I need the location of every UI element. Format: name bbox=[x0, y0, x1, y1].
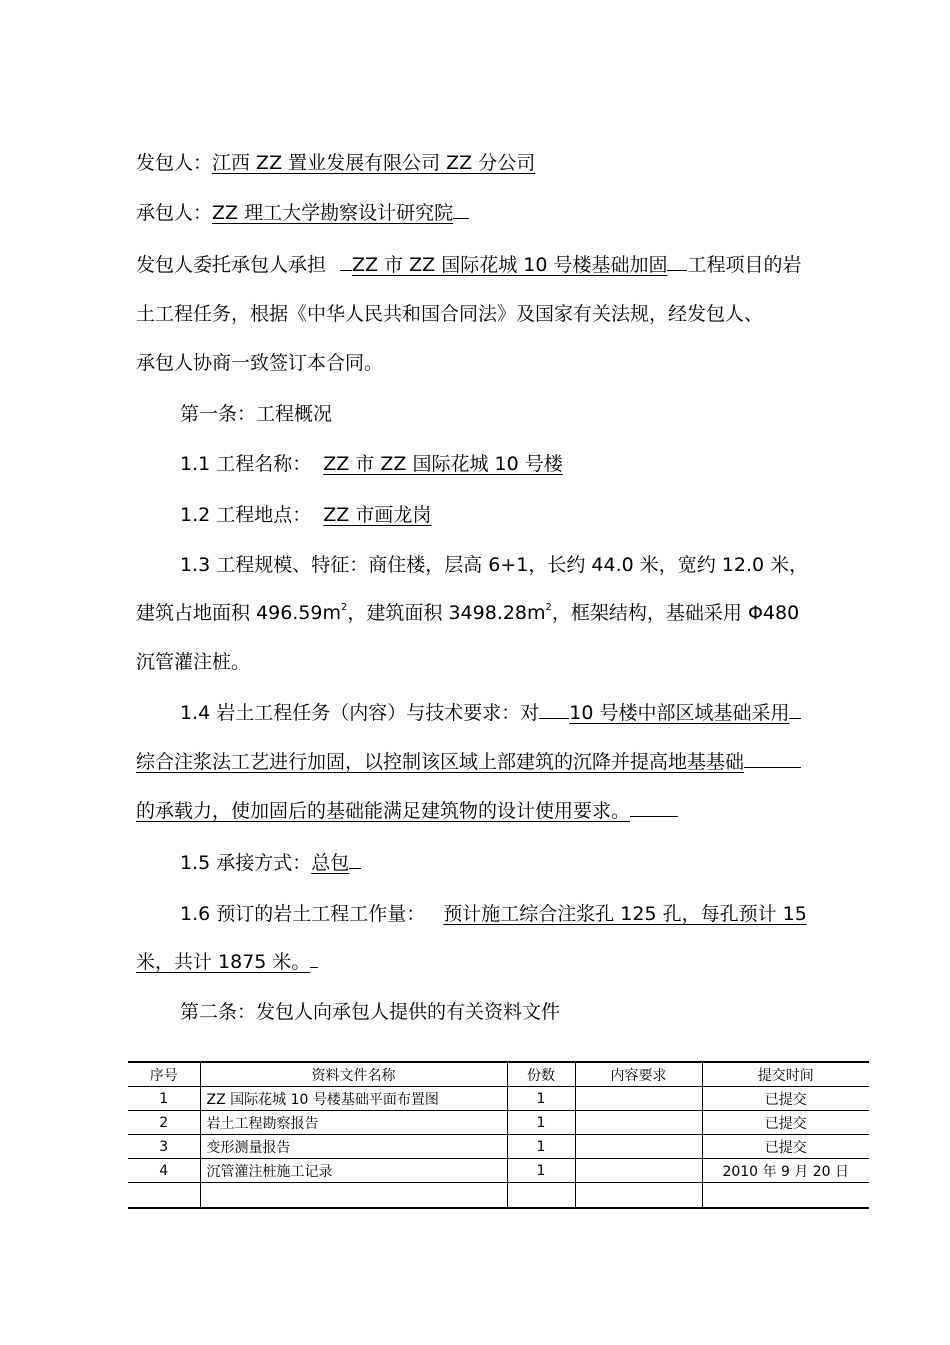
underline-fill bbox=[310, 966, 318, 968]
client-line bbox=[136, 150, 535, 176]
cell-content-req bbox=[575, 1111, 702, 1135]
cell-content-req bbox=[575, 1159, 702, 1183]
item-1-6-line-2 bbox=[136, 949, 318, 975]
item-1-1 bbox=[180, 451, 563, 477]
contractor-line bbox=[136, 200, 469, 226]
cell-index: 3 bbox=[128, 1135, 200, 1159]
table-row bbox=[128, 1087, 869, 1111]
cell-submit-time: 已提交 bbox=[702, 1111, 869, 1135]
item-1-6-label: 1.6 预订的岩土工程工作量： bbox=[180, 903, 426, 925]
cell-copies: 1 bbox=[507, 1135, 575, 1159]
cell-index: 4 bbox=[128, 1159, 200, 1183]
header-content-req: 内容要求 bbox=[575, 1062, 702, 1087]
cell-submit-time: 已提交 bbox=[702, 1087, 869, 1111]
item-1-3-line-3: 沉管灌注桩。 bbox=[136, 651, 251, 673]
building-area-text: ，建筑面积 3498.28m bbox=[347, 602, 546, 624]
cell-copies bbox=[507, 1183, 575, 1209]
item-1-3-line-2 bbox=[136, 600, 799, 626]
cell-submit-time bbox=[702, 1183, 869, 1209]
item-1-4-value-1: 10 号楼中部区域基础采用 bbox=[569, 702, 790, 724]
underline-fill bbox=[349, 867, 361, 869]
item-1-1-label: 1.1 工程名称： bbox=[180, 453, 312, 475]
item-1-2 bbox=[180, 502, 431, 528]
underline-fill bbox=[340, 269, 352, 271]
intro-text-b: 工程项目的岩 bbox=[687, 254, 802, 276]
item-1-2-value: ZZ 市画龙岗 bbox=[323, 504, 432, 526]
table-row-empty bbox=[128, 1183, 869, 1209]
cell-content-req bbox=[575, 1183, 702, 1209]
item-1-4-line-3 bbox=[136, 798, 678, 824]
cell-copies: 1 bbox=[507, 1159, 575, 1183]
underline-fill bbox=[630, 815, 678, 817]
item-1-2-label: 1.2 工程地点： bbox=[180, 504, 312, 526]
item-1-6-value-1: 预计施工综合注浆孔 125 孔，每孔预计 15 bbox=[443, 903, 807, 925]
client-label: 发包人： bbox=[136, 152, 213, 174]
item-1-5-label: 1.5 承接方式： bbox=[180, 852, 312, 874]
cell-copies: 1 bbox=[507, 1087, 575, 1111]
item-1-6-value-2: 米，共计 1875 米。 bbox=[136, 951, 311, 973]
item-1-4-value-3: 的承载力，使加固后的基础能满足建筑物的设计使用要求。 bbox=[136, 800, 631, 822]
item-1-4-label: 1.4 岩土工程任务（内容）与技术要求：对 bbox=[180, 702, 540, 724]
documents-table bbox=[128, 1061, 869, 1209]
header-index: 序号 bbox=[128, 1062, 200, 1087]
cell-content-req bbox=[575, 1087, 702, 1111]
table-row bbox=[128, 1111, 869, 1135]
cell-doc-name: 变形测量报告 bbox=[200, 1135, 507, 1159]
cell-index bbox=[128, 1183, 200, 1209]
structure-text: ，框架结构，基础采用 Φ480 bbox=[551, 602, 800, 624]
client-value: 江西 ZZ 置业发展有限公司 ZZ 分公司 bbox=[212, 152, 536, 174]
intro-text-a: 发包人委托承包人承担 bbox=[136, 254, 327, 276]
intro-line-2: 土工程任务，根据《中华人民共和国合同法》及国家有关法规，经发包人、 bbox=[136, 303, 764, 325]
item-1-3-line-1: 1.3 工程规模、特征：商住楼，层高 6+1，长约 44.0 米，宽约 12.0 米， bbox=[180, 554, 809, 576]
cell-submit-time: 2010 年 9 月 20 日 bbox=[702, 1159, 869, 1183]
underline-fill bbox=[539, 717, 569, 719]
item-1-1-value: ZZ 市 ZZ 国际花城 10 号楼 bbox=[323, 453, 563, 475]
header-copies: 份数 bbox=[507, 1062, 575, 1087]
contractor-label: 承包人： bbox=[136, 202, 213, 224]
site-area-text: 建筑占地面积 496.59m bbox=[136, 602, 342, 624]
cell-doc-name: 沉管灌注桩施工记录 bbox=[200, 1159, 507, 1183]
underline-fill bbox=[453, 217, 469, 219]
header-submit-time: 提交时间 bbox=[702, 1062, 869, 1087]
header-doc-name: 资料文件名称 bbox=[200, 1062, 507, 1087]
item-1-6-line-1 bbox=[180, 901, 807, 927]
underline-fill bbox=[789, 717, 801, 719]
item-1-4-value-2: 综合注浆法工艺进行加固，以控制该区域上部建筑的沉降并提高地基基础 bbox=[136, 751, 745, 773]
article-2-heading: 第二条：发包人向承包人提供的有关资料文件 bbox=[180, 1001, 561, 1023]
cell-index: 2 bbox=[128, 1111, 200, 1135]
intro-line-1 bbox=[136, 252, 801, 278]
cell-doc-name: 岩土工程勘察报告 bbox=[200, 1111, 507, 1135]
underline-fill bbox=[667, 269, 687, 271]
superscript-2: 2 bbox=[545, 602, 552, 613]
cell-submit-time: 已提交 bbox=[702, 1135, 869, 1159]
cell-doc-name bbox=[200, 1183, 507, 1209]
cell-doc-name: ZZ 国际花城 10 号楼基础平面布置图 bbox=[200, 1087, 507, 1111]
underline-fill bbox=[744, 766, 801, 768]
item-1-4-line-1 bbox=[180, 700, 801, 726]
contractor-value: ZZ 理工大学勘察设计研究院 bbox=[212, 202, 454, 224]
table-header-row bbox=[128, 1062, 869, 1087]
cell-content-req bbox=[575, 1135, 702, 1159]
cell-copies: 1 bbox=[507, 1111, 575, 1135]
item-1-5 bbox=[180, 850, 361, 876]
item-1-4-line-2 bbox=[136, 749, 801, 775]
item-1-5-value: 总包 bbox=[311, 852, 350, 874]
intro-project: ZZ 市 ZZ 国际花城 10 号楼基础加固 bbox=[352, 254, 668, 276]
intro-line-3: 承包人协商一致签订本合同。 bbox=[136, 352, 384, 374]
superscript-2: 2 bbox=[341, 602, 348, 613]
cell-index: 1 bbox=[128, 1087, 200, 1111]
article-1-heading: 第一条：工程概况 bbox=[180, 403, 333, 425]
table-row bbox=[128, 1135, 869, 1159]
table-row bbox=[128, 1159, 869, 1183]
